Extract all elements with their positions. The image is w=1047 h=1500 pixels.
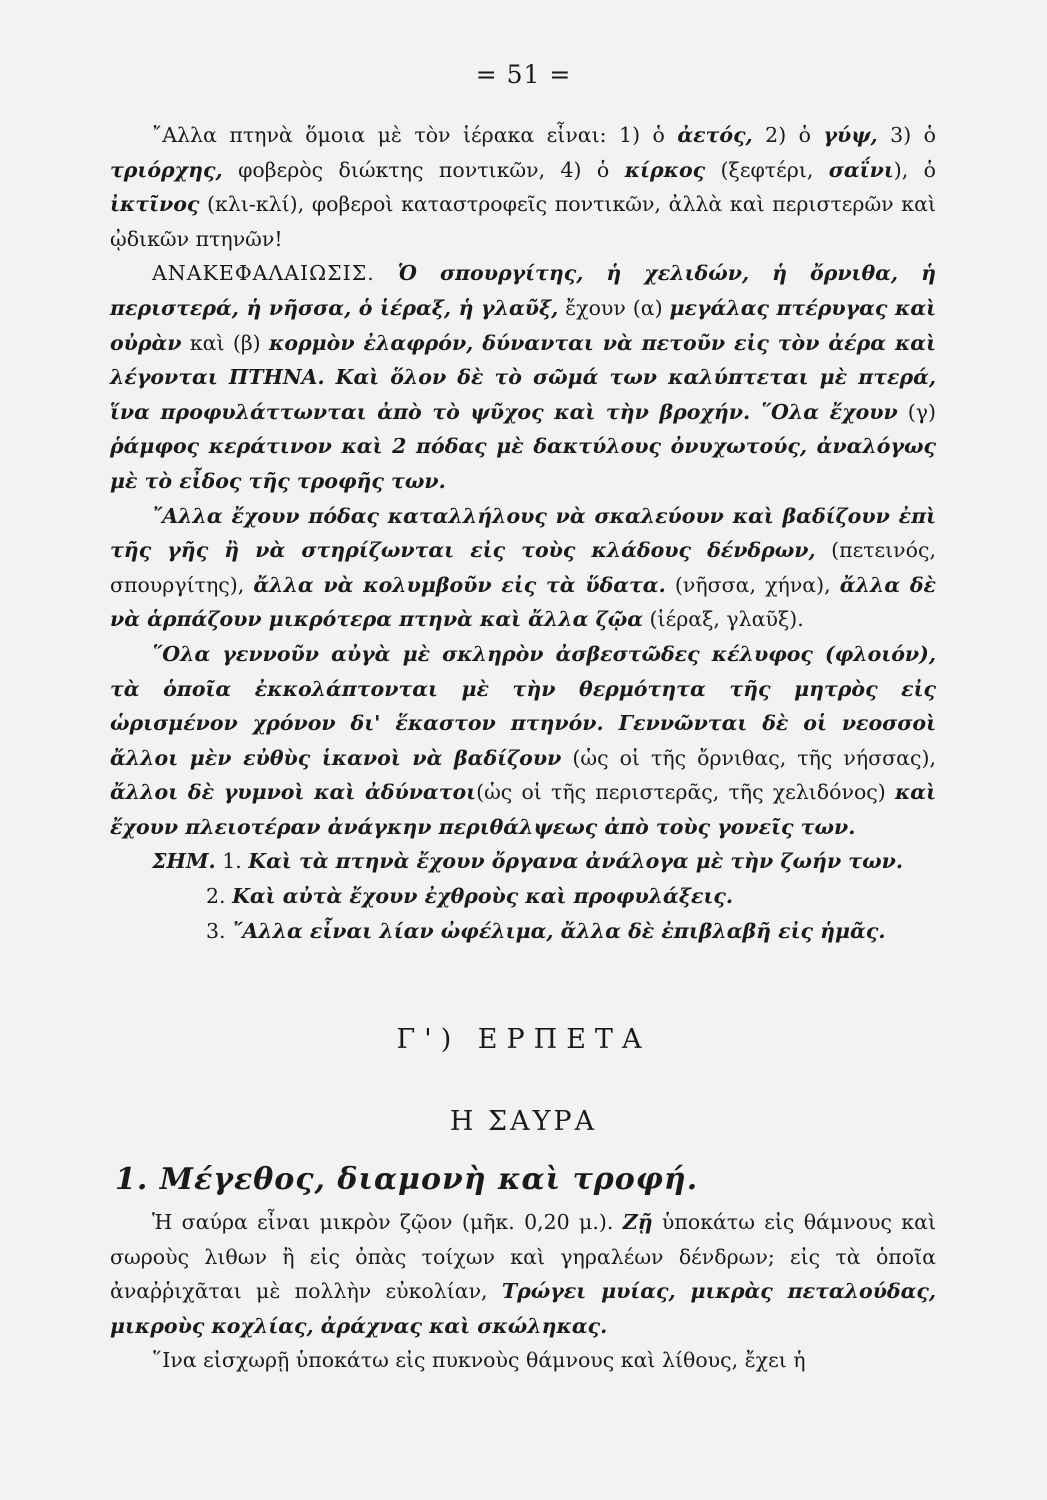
bold-term: ἰκτῖνος bbox=[110, 192, 200, 217]
text-run: (ξεφτέρι, bbox=[705, 157, 829, 182]
section-title: Γ') ΕΡΠΕΤΑ bbox=[396, 1024, 651, 1055]
text-run: ῞Ινα εἰσχωρῇ ὑποκάτω εἰς πυκνοὺς θάμνους καὶ λίθους, ἔχει ἡ bbox=[152, 1348, 806, 1373]
main-text bbox=[110, 118, 936, 948]
text-run: ), ὁ bbox=[893, 157, 937, 182]
paragraph-eggs bbox=[110, 637, 936, 845]
text-run: φοβερὸς διώκτης ποντικῶν, 4) ὁ bbox=[222, 157, 625, 182]
paragraph-lizard-size bbox=[110, 1205, 936, 1343]
note-text: ῎Αλλα εἶναι λίαν ὠφέλιμα, ἄλλα δὲ ἐπιβλαβῆ εἰς ἡμᾶς. bbox=[232, 918, 886, 943]
note-number: 3. bbox=[206, 918, 233, 943]
note-3 bbox=[110, 914, 936, 949]
bold-term: ῎Αλλα ἔχουν πόδας καταλλήλους νὰ σκαλεύουν καὶ βαδίζουν ἐπὶ τῆς γῆς ἢ νὰ στηρίζωνται εἰς τοὺς κλάδους δένδρων, bbox=[110, 503, 936, 563]
subheading: 1. Μέγεθος, διαμονὴ καὶ τροφή. bbox=[115, 1162, 699, 1197]
note-number: 1. bbox=[215, 849, 249, 874]
bold-term: Ὁ σπουργίτης, ἡ χελιδών, ἡ ὄρνιθα, ἡ περιστερά, ἡ νῆσσα, ὁ ἱέραξ, ἡ γλαῦξ, bbox=[110, 261, 936, 320]
note-label: ΣΗΜ. bbox=[152, 849, 216, 874]
paragraph-feet bbox=[110, 499, 936, 637]
text-run: ὑποκάτω εἰς θάμνους καὶ σωροὺς λιθων ἢ εἰς ὀπὰς τοίχων καὶ γηραλέων δένδρων; εἰς τὰ ὁποῖα ἀναῤῥιχᾶται μὲ πολλὴν εὐκολίαν, bbox=[110, 1210, 936, 1304]
note-text: Καὶ τὰ πτηνὰ ἔχουν ὄργανα ἀνάλογα μὲ τὴν ζωήν των. bbox=[248, 849, 903, 874]
text-run: (ἱέραξ, γλαῦξ). bbox=[643, 607, 804, 632]
note-text: Καὶ αὐτὰ ἔχουν ἐχθροὺς καὶ προφυλάξεις. bbox=[232, 884, 733, 909]
text-run: (ὡς οἱ τῆς ὄρνιθας, τῆς νήσσας), bbox=[561, 745, 936, 770]
text-run: 3) ὁ bbox=[877, 123, 937, 147]
lizard-text bbox=[110, 1205, 936, 1378]
bold-term: μεγάλας πτέρυγας καὶ οὐρὰν bbox=[110, 295, 937, 355]
recap-label: ΑΝΑΚΕΦΑΛΑΙΩΣΙΣ. bbox=[152, 261, 375, 286]
paragraph-recap bbox=[110, 256, 936, 498]
text-run: ῎Αλλα πτηνὰ ὅμοια μὲ τὸν ἱέρακα εἶναι: 1) ὁ bbox=[152, 123, 678, 147]
paragraph-lizard-body bbox=[110, 1343, 936, 1378]
note-1 bbox=[110, 844, 936, 879]
bold-term: καὶ ἔχουν πλειοτέραν ἀνάγκην περιθάλψεως ἀπὸ τοὺς γονεῖς των. bbox=[110, 780, 936, 839]
bold-term: σαΐνι bbox=[828, 157, 894, 182]
bold-term: κίρκος bbox=[624, 157, 706, 182]
note-2 bbox=[110, 879, 936, 914]
paragraph-other-birds bbox=[110, 118, 936, 256]
text-run: Ἡ σαύρα εἶναι μικρὸν ζῷον (μῆκ. 0,20 μ.). bbox=[152, 1210, 623, 1234]
bold-term: ἀετός, bbox=[677, 123, 753, 147]
bold-term: ἄλλοι δὲ γυμνοὶ καὶ ἀδύνατοι bbox=[110, 780, 477, 805]
bold-term: τριόρχης, bbox=[110, 157, 223, 182]
text-run: (γ) bbox=[897, 399, 936, 424]
bold-term: Τρώγει μυίας, μικρὰς πεταλούδας, μικροὺς κοχλίας, ἀράχνας καὶ σκώληκας. bbox=[110, 1279, 936, 1338]
text-run: (νῆσσα, χήνα), bbox=[665, 572, 840, 597]
bold-term: ἄλλα δὲ νὰ ἁρπάζουν μικρότερα πτηνὰ καὶ ἄλλα ζῷα bbox=[110, 572, 937, 632]
bold-term: γύψ, bbox=[823, 123, 878, 147]
bold-term: ἄλλα νὰ κολυμβοῦν εἰς τὰ ὕδατα. bbox=[253, 572, 666, 597]
text-run: ἔχουν (α) bbox=[558, 295, 670, 320]
bold-term: ῞Ολα γεννοῦν αὐγὰ μὲ σκληρὸν ἀσβεστῶδες κέλυφος (φλοιόν), τὰ ὁποῖα ἐκκολάπτονται μὲ τὴν θερμότητα τῆς μητρὸς εἰς ὡρισμένον χρόνον δι' ἕκαστον πτηνόν. Γεννῶνται δὲ οἱ νεοσσοὶ ἄλλοι μὲν εὐθὺς ἱκανοὶ νὰ βαδίζουν bbox=[110, 641, 936, 770]
text-run: 2) ὁ bbox=[752, 123, 824, 147]
text-run: (κλι-κλί), φοβεροὶ καταστροφεῖς ποντικῶν, ἀλλὰ καὶ περιστερῶν καὶ ᾠδικῶν πτηνῶν! bbox=[110, 192, 936, 251]
page-number: = 51 = bbox=[475, 60, 572, 89]
bold-term: ῥάμφος κεράτινον καὶ 2 πόδας μὲ δακτύλους ὀνυχωτούς, ἀναλόγως μὲ τὸ εἶδος τῆς τροφῆς των. bbox=[110, 434, 936, 493]
text-run: (πετεινός, σπουργίτης), bbox=[110, 538, 936, 597]
bold-term: Ζῇ bbox=[622, 1210, 653, 1234]
text-run: καὶ (β) bbox=[181, 330, 269, 355]
text-run: (ὡς οἱ τῆς περιστερᾶς, τῆς χελιδόνος) bbox=[476, 780, 895, 805]
note-number: 2. bbox=[206, 884, 233, 909]
section-subtitle: Η ΣΑΥΡΑ bbox=[449, 1106, 598, 1137]
bold-term: κορμὸν ἐλαφρόν, δύνανται νὰ πετοῦν εἰς τὸν ἀέρα καὶ λέγονται ΠΤΗΝΑ. Καὶ ὅλον δὲ τὸ σῶμά των καλύπτεται μὲ πτερά, ἵνα προφυλάττωνται ἀπὸ τὸ ψῦχος καὶ τὴν βροχήν. ῞Ολα ἔχουν bbox=[110, 330, 937, 424]
